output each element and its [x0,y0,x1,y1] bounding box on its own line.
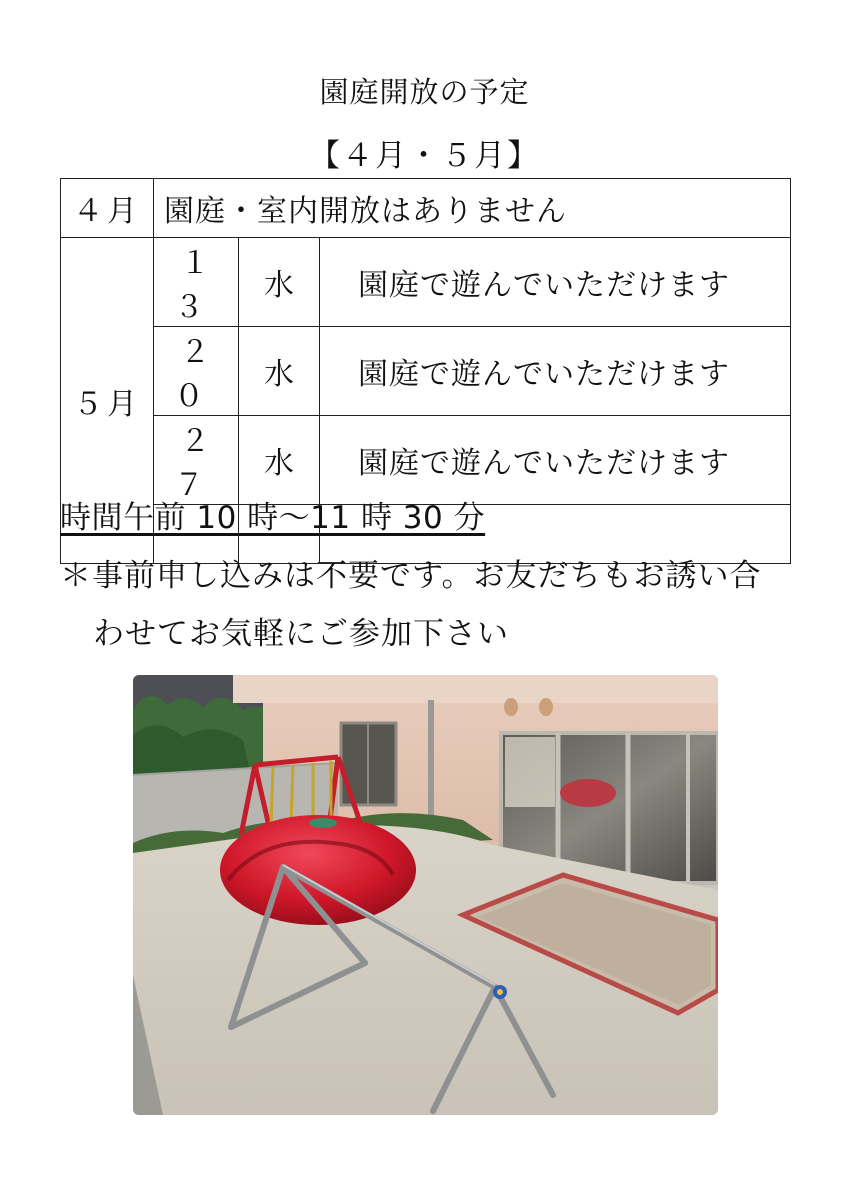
playground-photo [133,675,718,1115]
month-cell-april: ４月 [61,179,154,238]
day-cell: ２７ [154,416,239,505]
note-text-line-1: ＊事前申し込みは不要です。お友だちもお誘い合 [60,558,762,594]
month-cell-may: ５月 [61,238,154,564]
table-row [61,238,791,327]
weekday-cell: 水 [239,416,320,505]
day-cell: １３ [154,238,239,327]
description-cell: 園庭で遊んでいただけます [320,327,791,416]
table-row [61,327,791,416]
weekday-cell: 水 [239,238,320,327]
hours-text: 時間午前 10 時～11 時 30 分 [60,500,486,536]
table-row-april [61,179,791,238]
note-text-line-2: わせてお気軽にご参加下さい [93,616,509,652]
page-title: 園庭開放の予定 [319,75,530,109]
page-subtitle: 【４月・５月】 [309,138,540,174]
day-cell: ２０ [154,327,239,416]
description-cell: 園庭で遊んでいただけます [320,416,791,505]
april-note: 園庭・室内開放はありません [154,179,791,238]
description-cell: 園庭で遊んでいただけます [320,238,791,327]
weekday-cell: 水 [239,327,320,416]
